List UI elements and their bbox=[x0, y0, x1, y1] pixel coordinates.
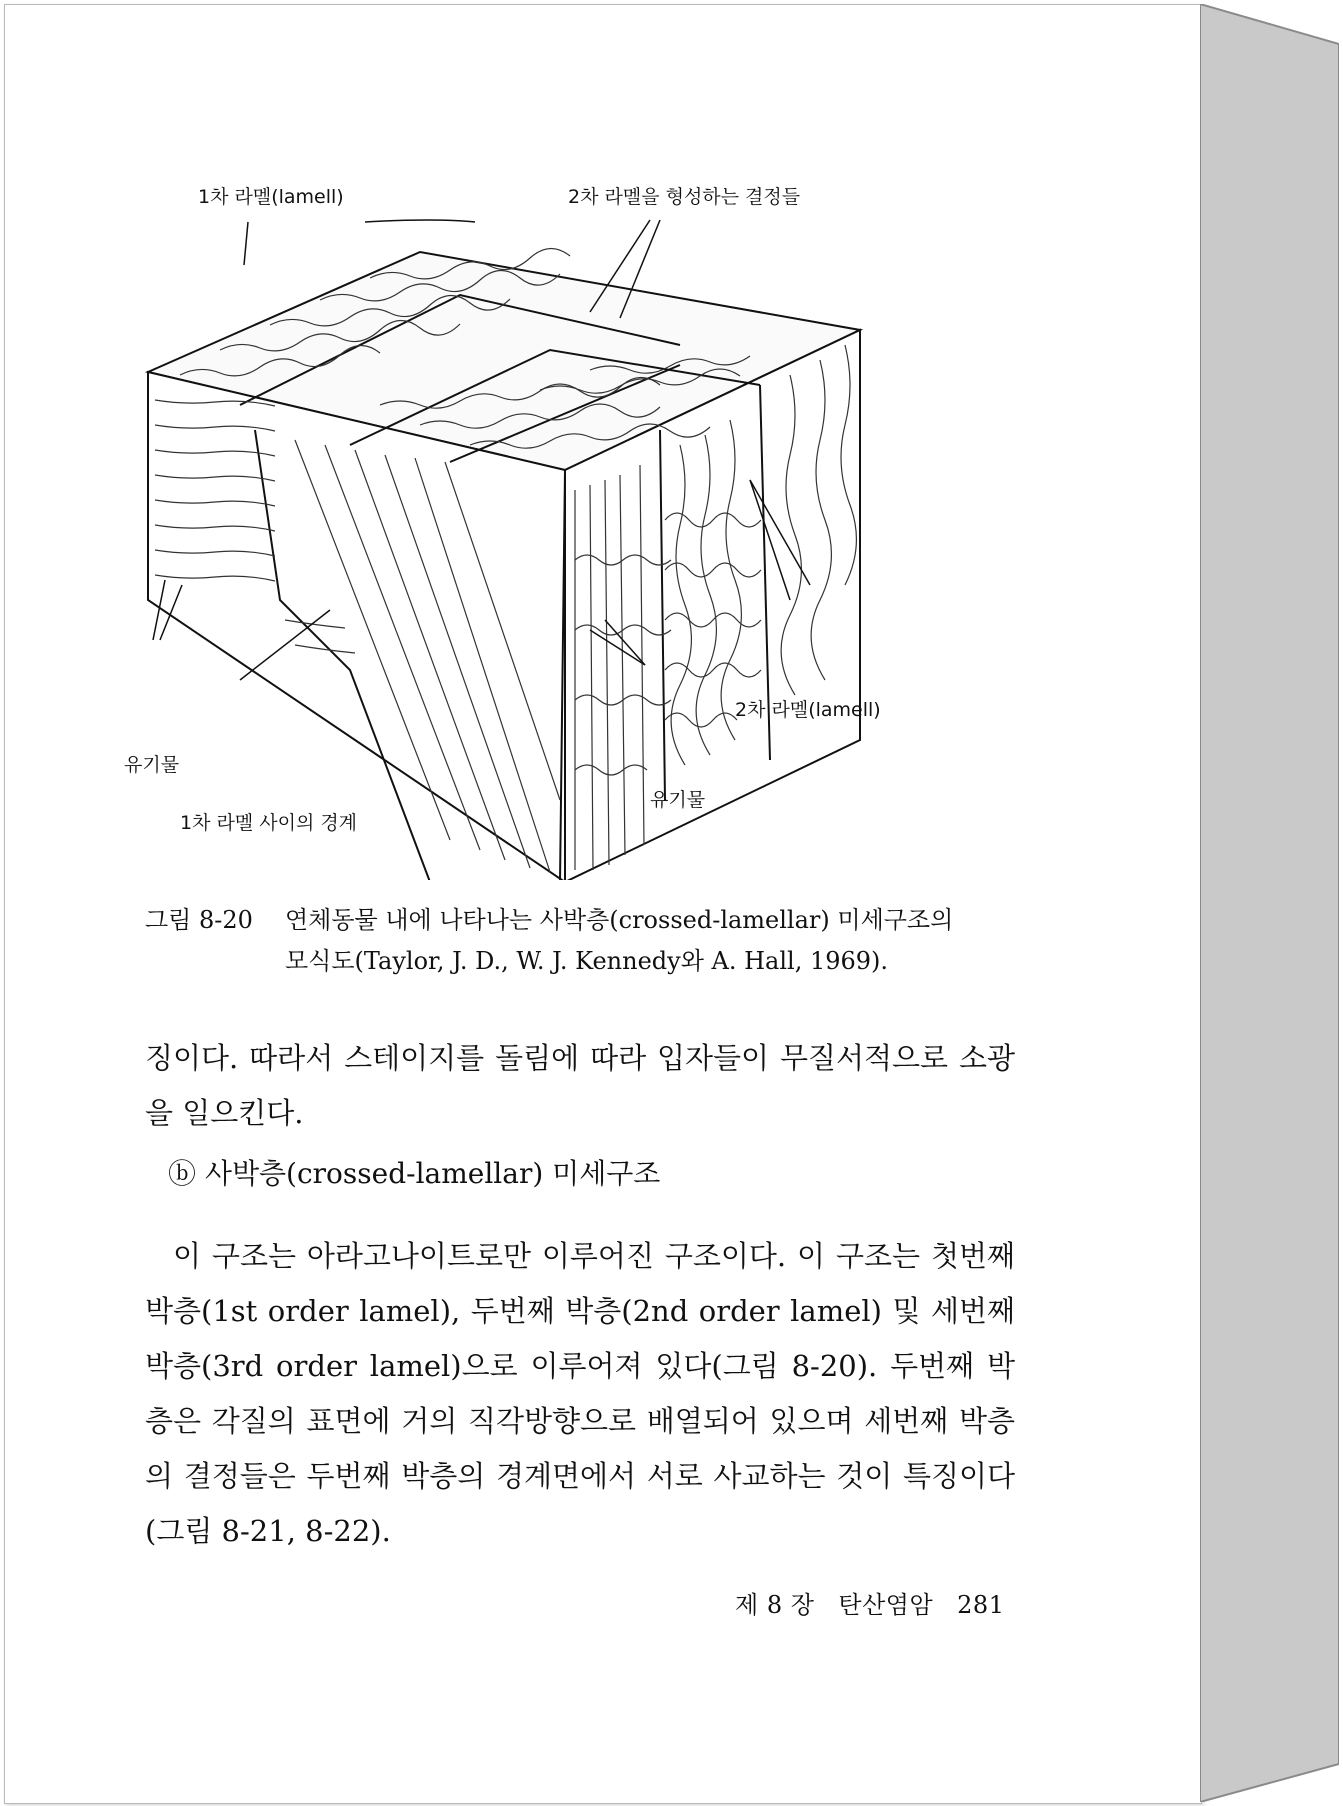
section-heading: ⓑ 사박층(crossed-lamellar) 미세구조 bbox=[168, 1157, 661, 1190]
caption-figure-number: 그림 8-20 bbox=[145, 906, 253, 934]
paragraph-continued: 징이다. 따라서 스테이지를 돌림에 따라 입자들이 무질서적으로 소광을 일으킨다. bbox=[145, 1041, 1015, 1130]
label-organic-right: 유기물 bbox=[650, 789, 706, 811]
figure-caption bbox=[145, 900, 1025, 982]
crossed-lamellar-block-illustration bbox=[120, 200, 1020, 880]
page-number: 281 bbox=[957, 1591, 1005, 1619]
book-edge bbox=[1200, 4, 1339, 1802]
label-first-lamel: 1차 라멜(lamell) bbox=[198, 186, 344, 208]
caption-line-1: 연체동물 내에 나타나는 사박층(crossed-lamellar) 미세구조의 bbox=[285, 906, 954, 934]
block-diagram-figure bbox=[120, 186, 1020, 880]
label-organic-left: 유기물 bbox=[124, 754, 180, 776]
paragraph-main: 이 구조는 아라고나이트로만 이루어진 구조이다. 이 구조는 첫번째 박층(1st order lamel), 두번째 박층(2nd order lamel) 및 세번째 박층(3rd order lamel)으로 이루어져 있다(그림 8-20). 두번째 박층은 각질의 표면에 거의 직각방향으로 배열되어 있으며 세번째 박층의 결정들은 두번째 박층의 경계면에서 서로 사교하는 것이 특징이다(그림 8-21, 8-22). bbox=[145, 1239, 1015, 1548]
caption-line-2: 모식도(Taylor, J. D., W. J. Kennedy와 A. Hall, 1969). bbox=[285, 947, 889, 975]
footer-chapter-title: 탄산염암 bbox=[838, 1591, 934, 1619]
label-second-lamel: 2차 라멜(lamell) bbox=[735, 699, 881, 721]
label-second-lamel-crystals: 2차 라멜을 형성하는 결정들 bbox=[568, 186, 801, 208]
running-footer bbox=[735, 1588, 1004, 1622]
label-lamel-boundary: 1차 라멜 사이의 경계 bbox=[180, 812, 358, 834]
footer-chapter: 제 8 장 bbox=[735, 1591, 815, 1619]
